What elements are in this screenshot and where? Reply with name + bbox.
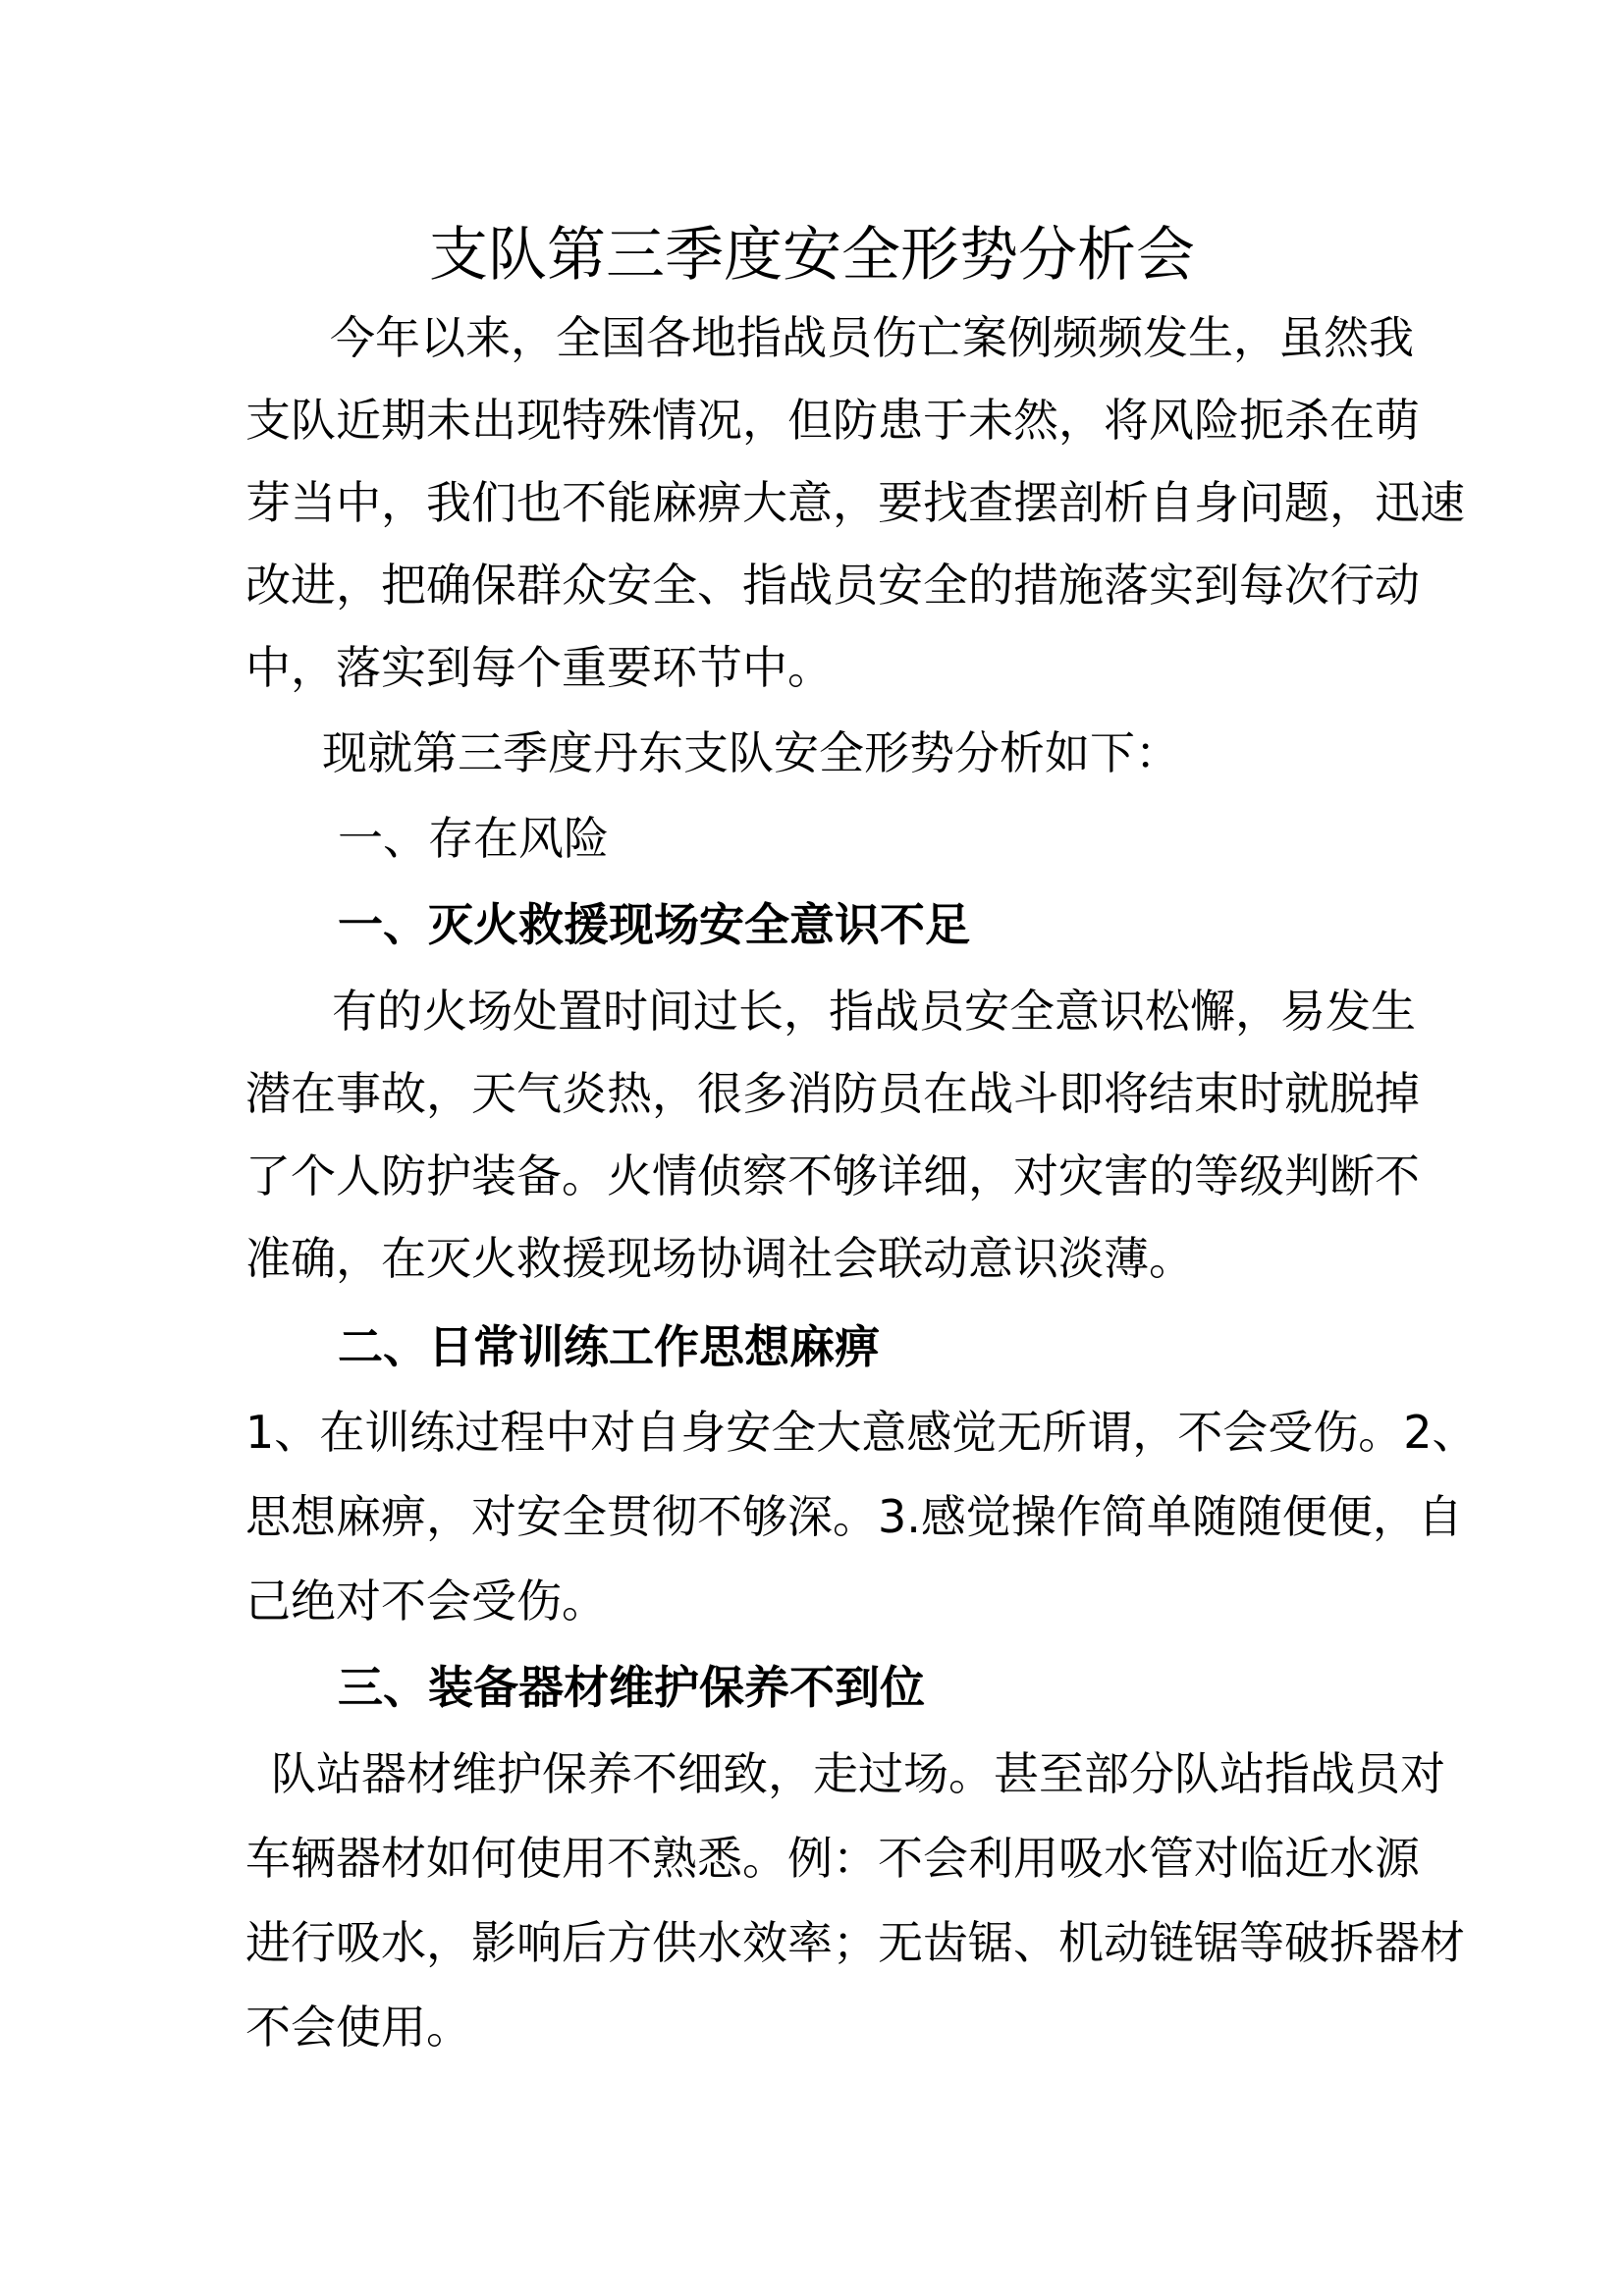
item-heading: 三、装备器材维护保养不到位: [338, 1661, 925, 1714]
intro-line: 今年以来，全国各地指战员伤亡案例频频发生，虽然我: [330, 311, 1414, 364]
item-line: 1、在训练过程中对自身安全大意感觉无所谓，不会受伤。2、: [245, 1406, 1478, 1459]
item-line: 有的火场处置时间过长，指战员安全意识松懈，易发生: [332, 985, 1416, 1038]
document-title: 支队第三季度安全形势分析会: [429, 221, 1195, 290]
item-line: 不会使用。: [245, 2001, 471, 2054]
analysis-intro: 现就第三季度丹东支队安全形势分析如下：: [322, 726, 1180, 779]
item-heading: 二、日常训练工作思想麻痹: [338, 1320, 880, 1373]
item-line: 己绝对不会受伤。: [245, 1575, 607, 1628]
item-line: 思想麻痹，对安全贯彻不够深。3.感觉操作简单随随便便，自: [245, 1490, 1463, 1543]
item-line: 队站器材维护保养不细致，走过场。甚至部分队站指战员对: [271, 1747, 1445, 1800]
item-line: 进行吸水，影响后方供水效率；无齿锯、机动链锯等破拆器材: [245, 1916, 1465, 1969]
item-line: 准确，在灭火救援现场协调社会联动意识淡薄。: [245, 1232, 1194, 1285]
intro-line: 改进，把确保群众安全、指战员安全的措施落实到每次行动: [245, 559, 1420, 612]
intro-line: 芽当中，我们也不能麻痹大意，要找查摆剖析自身问题，迅速: [245, 476, 1465, 529]
section-heading: 一、存在风险: [338, 812, 609, 865]
item-line: 潜在事故，天气炎热，很多消防员在战斗即将结束时就脱掉: [245, 1067, 1420, 1120]
item-heading: 一、灭火救援现场安全意识不足: [338, 898, 970, 951]
item-line: 了个人防护装备。火情侦察不够详细，对灾害的等级判断不: [245, 1149, 1420, 1202]
item-line: 车辆器材如何使用不熟悉。例：不会利用吸水管对临近水源: [245, 1832, 1420, 1885]
intro-line: 中，落实到每个重要环节中。: [245, 641, 833, 694]
intro-line: 支队近期未出现特殊情况，但防患于未然，将风险扼杀在萌: [245, 394, 1420, 447]
